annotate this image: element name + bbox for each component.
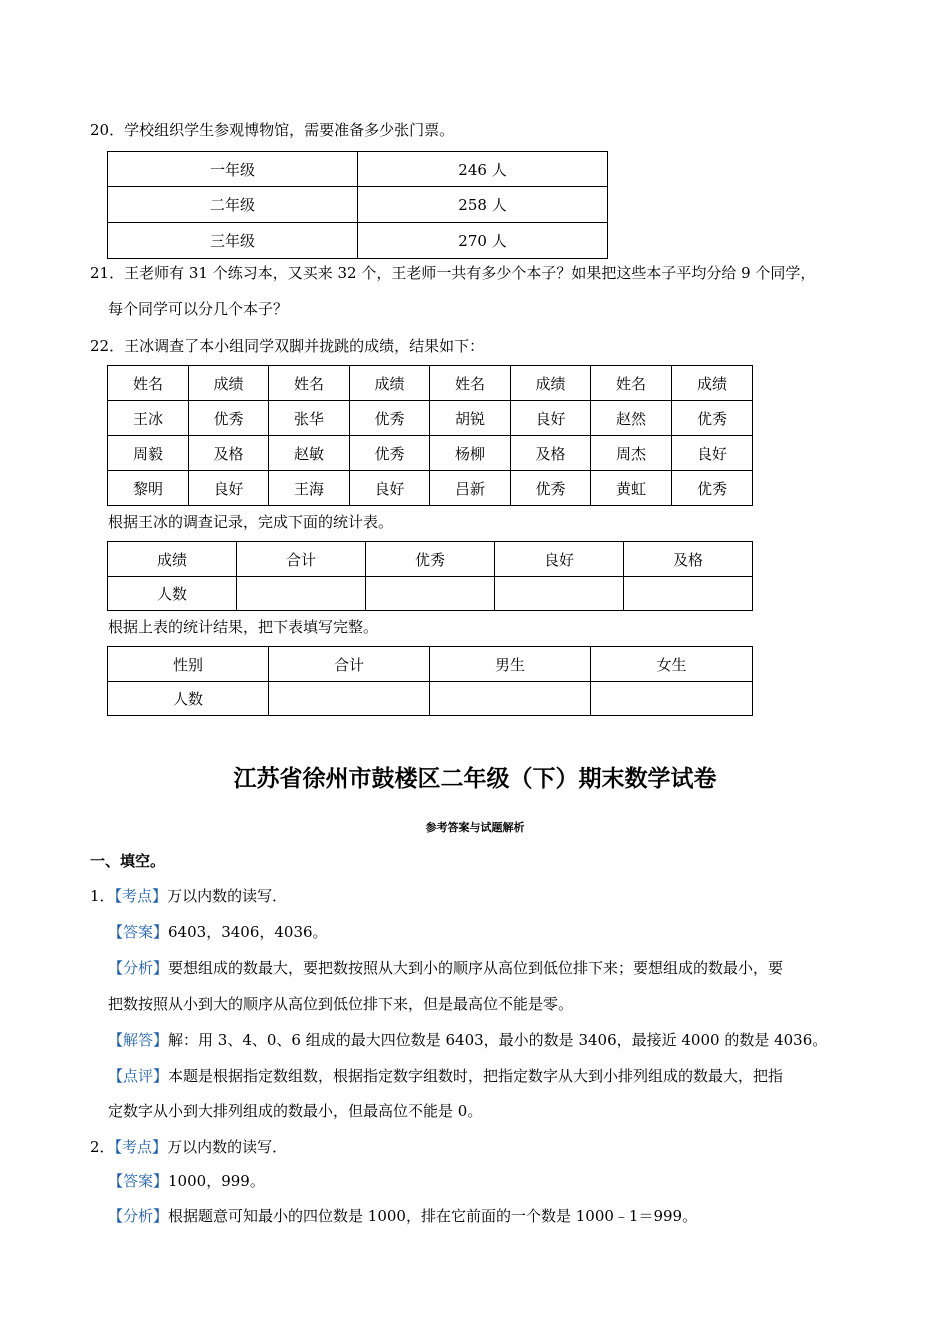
a2-number: 2． xyxy=(90,1138,115,1156)
table-row xyxy=(108,471,753,506)
table-cell: 成绩 xyxy=(350,366,430,401)
q21-line2: 每个同学可以分几个本子？ xyxy=(108,300,289,318)
table-row xyxy=(108,223,608,259)
table-row xyxy=(108,577,753,611)
table-cell: 王海 xyxy=(269,471,350,506)
kaodian-tag: 【考点】 xyxy=(114,1138,168,1156)
blank-cell xyxy=(495,577,624,611)
fenxi-tag: 【分析】 xyxy=(108,1207,169,1225)
grade-cell: 一年级 xyxy=(108,152,358,187)
table-cell: 周杰 xyxy=(591,436,672,471)
q21-line1: 21．王老师有 31 个练习本，又买来 32 个，王老师一共有多少个本子？如果把这些本子平均分给 9 个同学， xyxy=(90,264,816,282)
blank-cell xyxy=(430,682,591,716)
count-cell: 258 人 xyxy=(358,187,608,223)
fenxi-text: 根据题意可知最小的四位数是 1000，排在它前面的一个数是 1000﹣1＝999。 xyxy=(168,1207,698,1225)
table-cell: 良好 xyxy=(350,471,430,506)
table-row xyxy=(108,647,753,682)
table-cell: 黎明 xyxy=(108,471,189,506)
table-cell: 王冰 xyxy=(108,401,189,436)
q22-stat-table xyxy=(107,541,753,611)
table-cell: 姓名 xyxy=(269,366,350,401)
table-cell: 优秀 xyxy=(189,401,269,436)
table-cell: 优秀 xyxy=(672,401,753,436)
q22-instruction1: 根据王冰的调查记录，完成下面的统计表。 xyxy=(108,513,394,531)
daan-tag: 【答案】 xyxy=(108,923,169,941)
table-cell: 成绩 xyxy=(672,366,753,401)
q22-gender-table xyxy=(107,646,753,716)
q20-ticket-table xyxy=(107,151,608,259)
table-cell: 及格 xyxy=(189,436,269,471)
table-cell: 成绩 xyxy=(108,542,237,577)
a1-comment xyxy=(108,1066,783,1086)
table-cell: 胡锐 xyxy=(430,401,511,436)
table-row xyxy=(108,436,753,471)
blank-cell xyxy=(237,577,366,611)
table-cell: 性别 xyxy=(108,647,269,682)
jieda-tag: 【解答】 xyxy=(108,1031,169,1049)
a2-kaodian xyxy=(90,1137,287,1157)
dianping-tag: 【点评】 xyxy=(108,1067,169,1085)
a1-solution xyxy=(108,1030,827,1050)
table-cell: 良好 xyxy=(495,542,624,577)
table-cell: 及格 xyxy=(624,542,753,577)
table-row xyxy=(108,366,753,401)
table-row xyxy=(108,682,753,716)
q20-text: 20．学校组织学生参观博物馆，需要准备多少张门票。 xyxy=(90,121,455,139)
table-row xyxy=(108,187,608,223)
table-cell: 杨柳 xyxy=(430,436,511,471)
table-cell: 张华 xyxy=(269,401,350,436)
a2-answer xyxy=(108,1171,265,1191)
table-cell: 优秀 xyxy=(350,436,430,471)
blank-cell xyxy=(366,577,495,611)
table-cell: 良好 xyxy=(189,471,269,506)
table-cell: 人数 xyxy=(108,682,269,716)
a1-answer xyxy=(108,922,328,942)
table-row xyxy=(108,542,753,577)
kaodian-text: 万以内数的读写． xyxy=(167,887,288,905)
table-cell: 良好 xyxy=(672,436,753,471)
fenxi-tag: 【分析】 xyxy=(108,959,169,977)
table-cell: 及格 xyxy=(511,436,591,471)
grade-cell: 二年级 xyxy=(108,187,358,223)
q22-survey-table xyxy=(107,365,753,506)
answer-subtitle: 参考答案与试题解析 xyxy=(425,821,525,834)
table-cell: 赵敏 xyxy=(269,436,350,471)
a1-number: 1． xyxy=(90,887,115,905)
fenxi-text: 要想组成的数最大，要把数按照从大到小的顺序从高位到低位排下来；要想组成的数最小，要 xyxy=(168,959,784,977)
table-cell: 周毅 xyxy=(108,436,189,471)
grade-cell: 三年级 xyxy=(108,223,358,259)
blank-cell xyxy=(269,682,430,716)
table-cell: 女生 xyxy=(591,647,753,682)
table-cell: 合计 xyxy=(237,542,366,577)
a2-analysis xyxy=(108,1206,697,1226)
table-cell: 优秀 xyxy=(350,401,430,436)
table-cell: 姓名 xyxy=(591,366,672,401)
table-cell: 姓名 xyxy=(430,366,511,401)
count-cell: 270 人 xyxy=(358,223,608,259)
table-cell: 优秀 xyxy=(366,542,495,577)
table-cell: 赵然 xyxy=(591,401,672,436)
q22-instruction2: 根据上表的统计结果，把下表填写完整。 xyxy=(108,618,379,636)
table-cell: 合计 xyxy=(269,647,430,682)
section-heading: 一、填空。 xyxy=(90,852,166,870)
dianping-text: 本题是根据指定数组数，根据指定数字组数时，把指定数字从大到小排列组成的数最大，把指 xyxy=(168,1067,784,1085)
table-cell: 成绩 xyxy=(511,366,591,401)
table-cell: 吕新 xyxy=(430,471,511,506)
kaodian-tag: 【考点】 xyxy=(114,887,168,905)
a1-analysis xyxy=(108,958,783,978)
kaodian-text: 万以内数的读写． xyxy=(167,1138,288,1156)
blank-cell xyxy=(591,682,753,716)
a1-comment-cont: 定数字从小到大排列组成的数最小，但最高位不能是 0。 xyxy=(108,1102,483,1120)
daan-tag: 【答案】 xyxy=(108,1172,169,1190)
q22-text: 22．王冰调查了本小组同学双脚并拢跳的成绩，结果如下： xyxy=(90,337,485,355)
table-cell: 成绩 xyxy=(189,366,269,401)
answer-title: 江苏省徐州市鼓楼区二年级（下）期末数学试卷 xyxy=(233,765,717,792)
a1-analysis-cont: 把数按照从小到大的顺序从高位到低位排下来，但是最高位不能是零。 xyxy=(108,995,574,1013)
table-cell: 人数 xyxy=(108,577,237,611)
table-cell: 良好 xyxy=(511,401,591,436)
table-cell: 姓名 xyxy=(108,366,189,401)
a1-kaodian xyxy=(90,886,287,906)
count-cell: 246 人 xyxy=(358,152,608,187)
daan-text: 1000，999。 xyxy=(168,1172,265,1190)
table-row xyxy=(108,152,608,187)
table-cell: 优秀 xyxy=(672,471,753,506)
daan-text: 6403，3406，4036。 xyxy=(168,923,328,941)
blank-cell xyxy=(624,577,753,611)
jieda-text: 解：用 3、4、0、6 组成的最大四位数是 6403，最小的数是 3406，最接近 4000 的数是 4036。 xyxy=(168,1031,828,1049)
table-cell: 男生 xyxy=(430,647,591,682)
table-row xyxy=(108,401,753,436)
table-cell: 黄虹 xyxy=(591,471,672,506)
table-cell: 优秀 xyxy=(511,471,591,506)
